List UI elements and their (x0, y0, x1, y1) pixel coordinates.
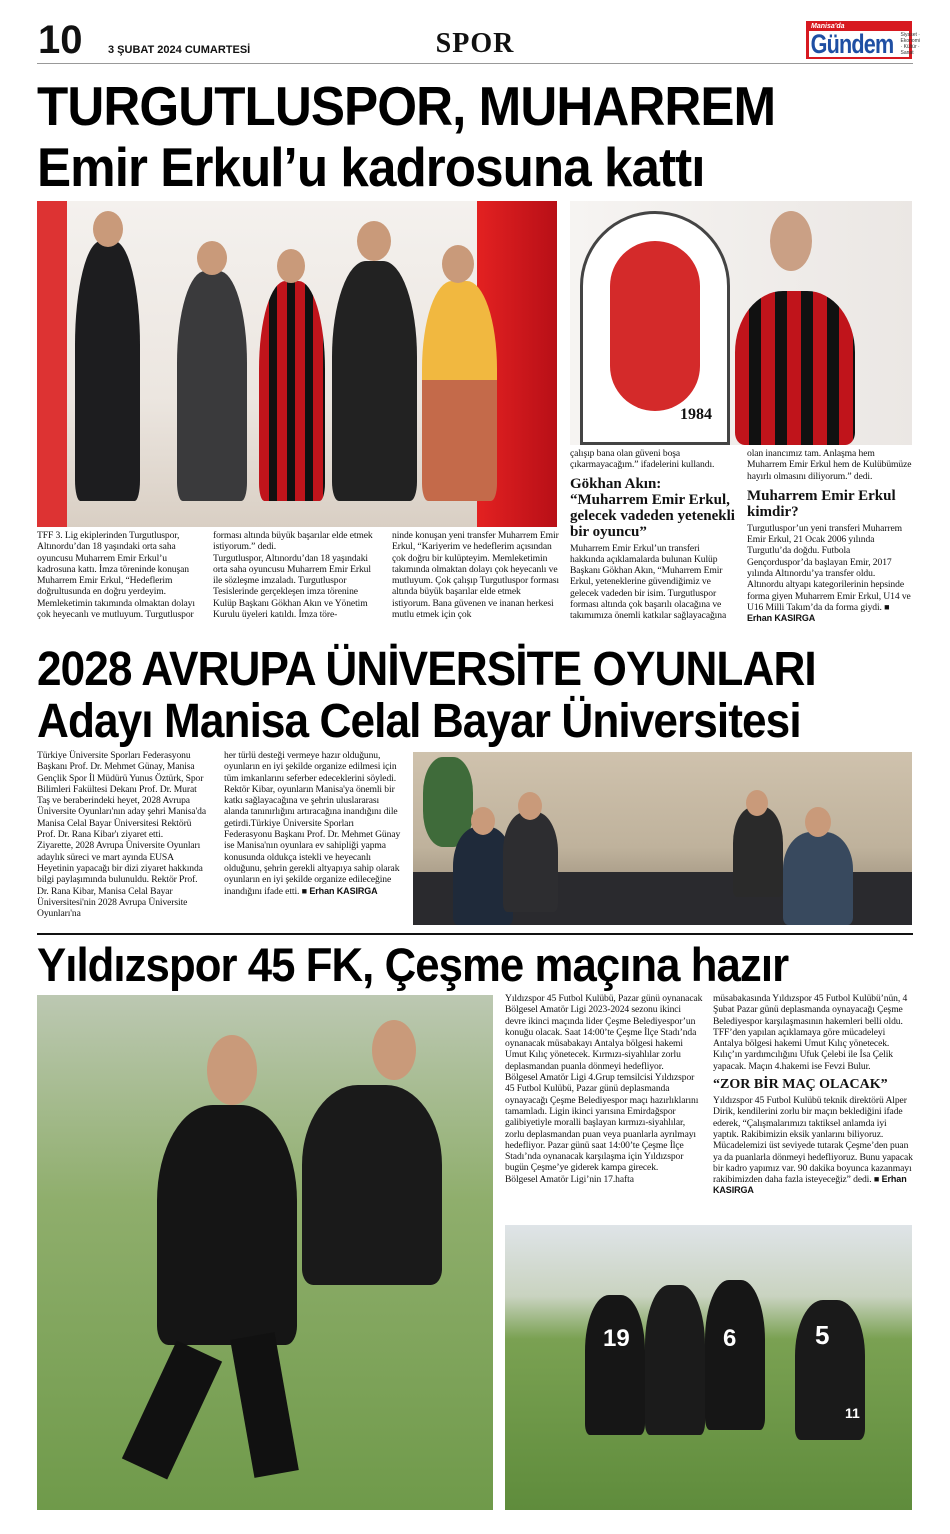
article3-column2-body: Yıldızspor 45 Futbol Kulübü teknik direktörü Alper Dirik, kendilerini zorlu bir maçın beklediğini ifade ederek, “Çalışmalarımızı taktiksel anlamda iyi yaptık. Rakibimizin eksik yanlarını biliyoruz. Mücadelemizi üst seviyede tutarak Çeşme’den puan ya da puanlarla dönmeyi hedefliyoruz. Bunu yapacak bir kadro yapımız var. 90 dakika boyunca kazanmayı rakibimizden daha fazla isteyeceğiz” dedi. (713, 1095, 913, 1186)
article3-column2-intro: müsabakasında Yıldızspor 45 Futbol Kulübü’nün, 4 Şubat Pazar günü deplasmanda oynayacağı Çeşme Belediyespor karşılaşmasının hakemleri belli oldu. TFF’den yapılan açıklamaya göre mücadeleyi Antalya bölgesi hakemi Umut Kılıç yönetecek. Kılıç’ın yardımcılığını Ufuk Çelebi ile İsa Çelik yapacak. Maçın 4.hakemi ise Fevzi Bulur. (713, 993, 908, 1072)
article1-photo-player (570, 201, 912, 445)
article2-byline: ■ Erhan KASIRGA (301, 885, 378, 896)
article1-subhead-gokhan-akin: Gökhan Akın: “Muharrem Emir Erkul, gelecek vadeden yetenekli bir oyuncu” (570, 475, 735, 540)
jersey-number: 6 (723, 1325, 737, 1352)
article2-column2 (224, 750, 404, 897)
jersey-number: 11 (845, 1405, 860, 1421)
article1-column3: ninde konuşan yeni transfer Muharrem Emir Erkul, “Kariyerim ve hedeflerim açısından çok doğru bir kulüpteyim. Memleketimin takımında olmaktan dolayı çok heyecanlı ve mutluyum. Çok çalışıp Turgutluspor forması altında büyük başarılar elde etmek istiyorum. Bana güvenen ve inanan herkesi mutlu etmek için çok (392, 530, 559, 621)
logo-main: Gündem (810, 29, 894, 59)
logo-sub: Siyaset · Ekonomi · Kültür · Sanat (900, 32, 920, 56)
article1-subhead-kimdir: Muharrem Emir Erkul kimdir? (747, 487, 896, 520)
article3-column2 (713, 993, 913, 1197)
article3-headline: Yıldızspor 45 FK, Çeşme maçına hazır (37, 938, 789, 991)
club-founding-year: 1984 (680, 406, 712, 423)
article1-column1: TFF 3. Lig ekiplerinden Turgutluspor, Altınordu’dan 18 yaşındaki orta saha oyuncusu Muharrem Emir Erkul’u kadrosuna kattı. İmza töreninde konuşan Muharrem Emir Erkul, “Hedeflerim doğrultusunda en doğru yerdeyim. Memleketimin takımında olmaktan dolayı çok heyecanlı ve mutluyum. Turgutluspor (37, 530, 195, 621)
header-rule (37, 63, 913, 64)
article1-headline-line1: TURGUTLUSPOR, MUHARREM (37, 75, 776, 137)
article1-headline-line2: Emir Erkul’u kadrosuna kattı (37, 136, 705, 198)
article3-subhead: “ZOR BİR MAÇ OLACAK” (713, 1077, 888, 1093)
page-number: 10 (38, 18, 83, 62)
logo-top: Manisa'da (811, 23, 845, 30)
jersey-number: 5 (815, 1320, 830, 1350)
jersey-number: 19 (603, 1325, 630, 1352)
article3-byline: ■ Erhan KASIRGA (713, 1174, 907, 1196)
issue-date: 3 ŞUBAT 2024 CUMARTESİ (108, 44, 251, 56)
article1-column4-body: Muharrem Emir Erkul’un transferi hakkında açıklamalarda bulunan Kulüp Başkanı Gökhan Akın, “Muharrem Emir Erkul, yeteneklerine güvendiğimiz ve gelecek vadeden bir isim. Turgutluspor forması altında çok başarılı olacağına ve takımımıza önemli katkılar sağlayacağına (570, 542, 727, 622)
section-divider (37, 933, 913, 935)
article2-headline-line1: 2028 AVRUPA ÜNİVERSİTE OYUNLARI (37, 643, 816, 696)
article1-column4-intro: çalışıp bana olan güveni boşa çıkarmayacağım.” ifadelerini kullandı. (570, 448, 715, 471)
article1-column5 (747, 448, 913, 625)
article3-photo-celebration (37, 995, 493, 1510)
article1-column4 (570, 448, 736, 622)
newspaper-logo (806, 21, 920, 59)
article2-column1: Türkiye Üniversite Sporları Federasyonu Başkanı Prof. Dr. Mehmet Günay, Manisa Gençlik Spor İl Müdürü Yunus Öztürk, Spor Bilimleri Fakültesi Dekanı Prof. Dr. Murat Taş ve beraberindeki heyet, 2028 Avrupa Üniversite Oyunları'nın aday şehri Manisa'da Manisa Celal Bayar Üniversitesi Rektörü Prof. Dr. Rana Kibar'ı ziyaret etti. Ziyarette, 2028 Avrupa Üniversite Oyunları adaylık süreci ve mart ayında EUSA Heyetinin yapacağı bir dizi ziyaret hakkında bilgi paylaşımında bulunuldu. Rektör Prof. Dr. Rana Kibar, Manisa Celal Bayar Üniversitesi'nin 2028 Avrupa Üniversite Oyunları'na (37, 750, 207, 920)
article2-headline-line2: Adayı Manisa Celal Bayar Üniversitesi (37, 695, 801, 748)
article2-photo-meeting (413, 752, 912, 925)
section-title: SPOR (435, 28, 515, 59)
article1-photo-group (37, 201, 557, 527)
article3-column1: Yıldızspor 45 Futbol Kulübü, Pazar günü oynanacak Bölgesel Amatör Ligi 2023-2024 sezonu ikinci devre ikinci maçında lider Çeşme Belediyespor’un konuğu olacak. Saat 14:00’te Çeşme İlçe Stadı’nda oynanacak müsabakayı Antalya bölgesi hakemi Umut Kılıç yönetecek. Kırmızı-siyahlılar zorlu deplasmandan puanla dönmeyi hedefliyor. Bölgesel Amatör Ligi 4.Grup temsilcisi Yıldızspor 45 Futbol Kulübü, Pazar günü deplasmanda oynayacağı Çeşme Belediyespor maçı hazırlıklarını tamamladı. Ligin ikinci yarısına Emirdağspor galibiyetiyle moralli başlayan kırmızı-siyahlılar, zorlu deplasmandan puan veya puanlarla ayrılmayı hedefliyor. Pazar günü saat 14:00’te Çeşme İlçe Stadı’nda oynanacak karşılaşma için Yıldızspor bugün Çeşme’ye giderek kampa girecek. Bölgesel Amatör Ligi’nin 17.hafta (505, 993, 703, 1185)
article2-column2-text: her türlü desteği vermeye hazır olduğunu, oyunların en iyi şekilde organize edilmesi için tüm imkanlarını seferber edeceklerini söyledi. Rektör Kibar, oyunların Manisa'ya önemli bir katkı sağlayacağına ve şehrin uluslararası alanda tanınırlığını artıracağına inandığını dile getirdi.Türkiye Üniversite Sporları Federasyonu Başkanı Prof. Dr. Mehmet Günay ise Manisa'nın oyunlara ev sahipliği yapma konusunda oldukça istekli ve heyecanlı olduğunu, şehrin gerekli altyapıya sahip olarak oyunların en iyi şekilde organize edileceğine inandığını ifade etti. (224, 750, 401, 897)
article1-column5-body: Turgutluspor’un yeni transferi Muharrem Emir Erkul, 21 Ocak 2006 yılında Turgutlu’da doğdu. Futbola Gençorduspor’da başlayan Emir, 2017 yılında Altınordu’ya transfer oldu. Altınordu altyapı kategorilerinin hepsinde forma giyen Muharrem Emir Erkul, U14 ve U16 Milli Takım’da da forma giydi. (747, 522, 911, 613)
article1-column2: forması altında büyük başarılar elde etmek istiyorum.” dedi. Turgutluspor, Altınordu’dan 18 yaşındaki orta saha oyuncusu Muharrem Emir Erkul ile sözleşme imzaladı. Turgutluspor Tesislerinde gerçekleşen imza törenine Kulüp Başkanı Gökhan Akın ve Yönetim Kurulu üyeleri katıldı. İmza töre- (213, 530, 373, 621)
article1-column5-intro: olan inancımız tam. Anlaşma hem Muharrem Emir Erkul hem de Kulübümüze hayırlı olmasını diliyorum.” dedi. (747, 448, 912, 482)
article1-byline: ■ Erhan KASIRGA (747, 601, 890, 624)
article3-photo-team (505, 1225, 912, 1510)
